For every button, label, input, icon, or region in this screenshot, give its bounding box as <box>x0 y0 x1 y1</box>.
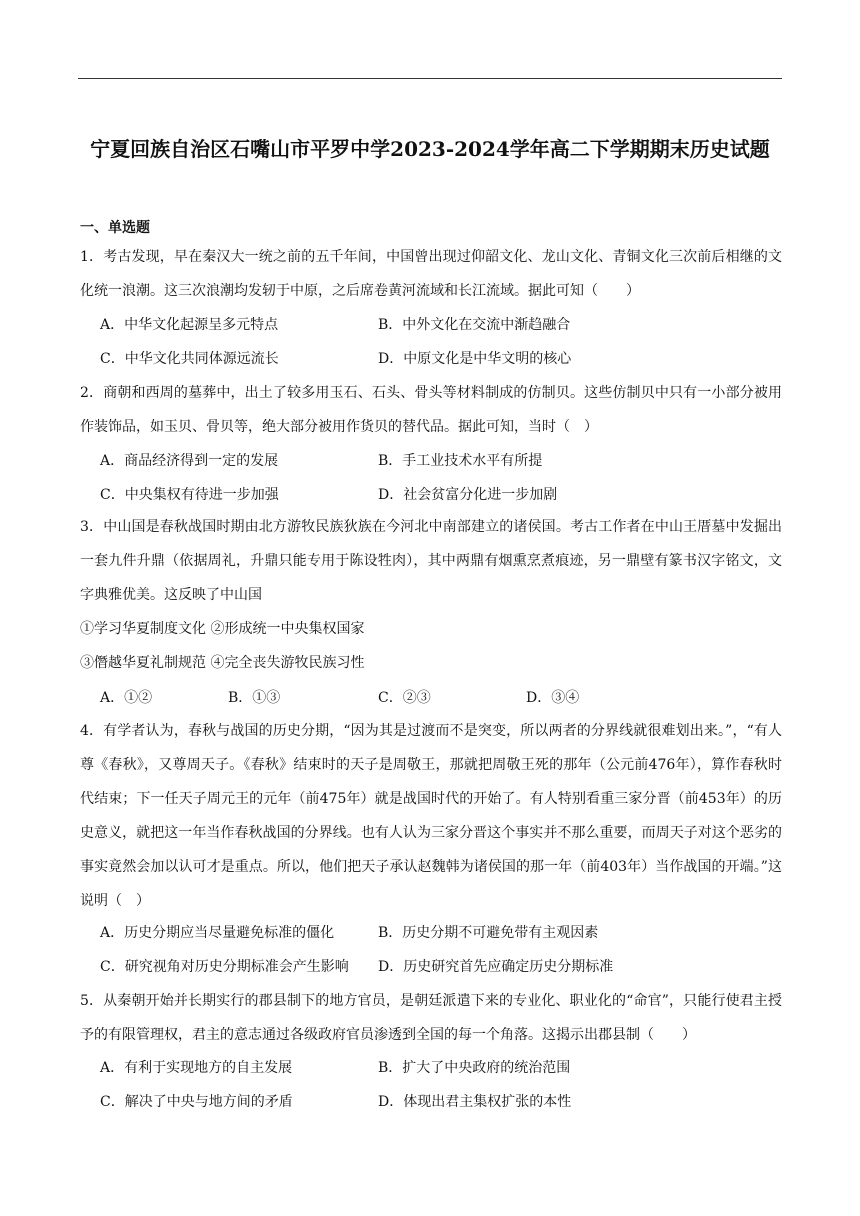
question-3-statements-2: ③僭越华夏礼制规范 ④完全丧失游牧民族习性 <box>80 655 365 671</box>
question-3-statements-1: ①学习华夏制度文化 ②形成统一中央集权国家 <box>80 621 365 637</box>
question-5-stem: 5．从秦朝开始并长期实行的郡县制下的地方官员，是朝廷派遣下来的专业化、职业化的“命官”，只能行使君主授予的有限管理权，君主的意志通过各级政府官员渗透到全国的每一个角落。这揭示出郡县制（ ） <box>80 993 782 1043</box>
option-b[interactable]: B．扩大了中央政府的统治范围 <box>378 1060 571 1076</box>
option-c[interactable]: C．中华文化共同体源远流长 <box>100 351 279 367</box>
option-b[interactable]: B．历史分期不可避免带有主观因素 <box>378 925 599 941</box>
document-title: 宁夏回族自治区石嘴山市平罗中学2023-2024学年高二下学期期末历史试题 <box>90 137 770 161</box>
option-c[interactable]: C．解决了中央与地方间的矛盾 <box>100 1094 293 1110</box>
option-d[interactable]: D．历史研究首先应确定历史分期标准 <box>378 959 614 975</box>
option-c[interactable]: C．研究视角对历史分期标准会产生影响 <box>100 959 349 975</box>
option-d[interactable]: D．社会贫富分化进一步加剧 <box>378 487 558 503</box>
section-heading: 一、单选题 <box>80 220 150 236</box>
question-1-options <box>100 308 782 376</box>
option-d[interactable]: D．中原文化是中华文明的核心 <box>378 351 572 367</box>
option-a[interactable]: A．有利于实现地方的自主发展 <box>100 1060 293 1076</box>
question-2-options <box>100 444 782 512</box>
option-b[interactable]: B．手工业技术水平有所提 <box>378 453 543 469</box>
option-c[interactable]: C．中央集权有待进一步加强 <box>100 487 279 503</box>
header-rule <box>78 78 782 79</box>
option-a[interactable]: A．历史分期应当尽量避免标准的僵化 <box>100 925 335 941</box>
question-3-options <box>100 681 782 715</box>
option-d[interactable]: D．体现出君主集权扩张的本性 <box>378 1094 572 1110</box>
option-b[interactable]: B．①③ <box>228 690 281 706</box>
option-b[interactable]: B．中外文化在交流中渐趋融合 <box>378 317 571 333</box>
question-2-stem: 2．商朝和西周的墓葬中，出土了较多用玉石、石头、骨头等材料制成的仿制贝。这些仿制贝中只有一小部分被用作装饰品，如玉贝、骨贝等，绝大部分被用作货贝的替代品。据此可知，当时（ ） <box>80 385 782 435</box>
option-a[interactable]: A．商品经济得到一定的发展 <box>100 453 279 469</box>
option-a[interactable]: A．中华文化起源呈多元特点 <box>100 317 279 333</box>
question-5-options <box>100 1051 782 1119</box>
question-4-stem: 4．有学者认为，春秋与战国的历史分期，“因为其是过渡而不是突变，所以两者的分界线就很难划出来。”，“有人尊《春秋》，又尊周天子。《春秋》结束时的天子是周敬王，那就把周敬王死的那年（公元前476年），算作春秋时代结束；下一任天子周元王的元年（前475年）就是战国时代的开始了。有人特别看重三家分晋（前453年）的历史意义，就把这一年当作春秋战国的分界线。也有人认为三家分晋这个事实并不那么重要，而周天子对这个恶劣的事实竟然会加以认可才是重点。所以，他们把天子承认赵魏韩为诸侯国的那一年（前403年）当作战国的开端。”这说明（ ） <box>80 723 782 909</box>
question-3-stem: 3．中山国是春秋战国时期由北方游牧民族狄族在今河北中南部建立的诸侯国。考古工作者在中山王厝墓中发掘出一套九件升鼎（依据周礼，升鼎只能专用于陈设牲肉），其中两鼎有烟熏烹煮痕迹，另一鼎壁有篆书汉字铭文，文字典雅优美。这反映了中山国 <box>80 519 782 603</box>
option-c[interactable]: C．②③ <box>378 690 431 706</box>
option-a[interactable]: A．①② <box>100 690 153 706</box>
option-d[interactable]: D．③④ <box>526 690 580 706</box>
question-1-stem: 1．考古发现，早在秦汉大一统之前的五千年间，中国曾出现过仰韶文化、龙山文化、青铜文化三次前后相继的文化统一浪潮。这三次浪潮均发轫于中原，之后席卷黄河流域和长江流域。据此可知（ ） <box>80 249 782 299</box>
question-4-options <box>100 916 782 984</box>
